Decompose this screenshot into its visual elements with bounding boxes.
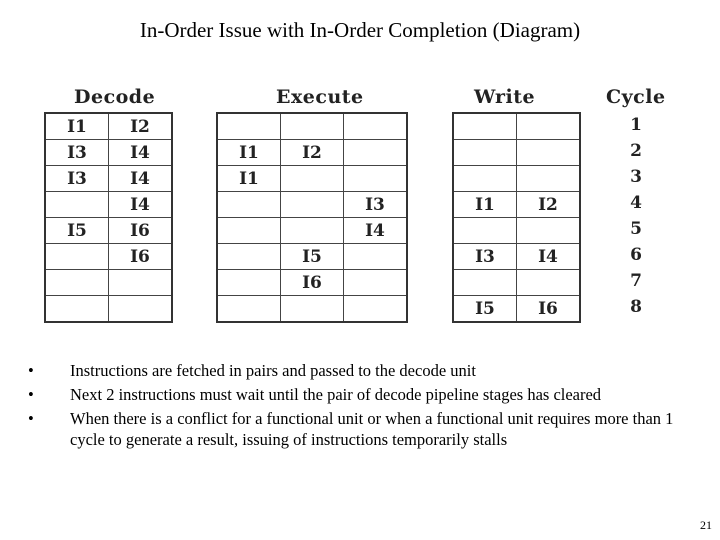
- execute-header: Execute: [276, 86, 364, 108]
- decode-cell: I4: [109, 192, 173, 218]
- execute-cell: I6: [281, 270, 344, 296]
- write-cell: [517, 270, 581, 296]
- decode-row: [45, 192, 172, 218]
- write-cell: [517, 218, 581, 244]
- execute-cell: [281, 113, 344, 140]
- decode-row: [45, 270, 172, 296]
- write-cell: [453, 166, 517, 192]
- write-cell: [453, 270, 517, 296]
- execute-cell: [344, 166, 408, 192]
- decode-row: [45, 140, 172, 166]
- write-row: [453, 140, 580, 166]
- write-cell: [453, 113, 517, 140]
- execute-cell: [217, 296, 281, 323]
- bullet-item: • When there is a conflict for a functional unit or when a functional unit requires more than 1 cycle to generate a result, issuing of instructions temporarily stalls: [28, 408, 678, 450]
- execute-cell: [344, 113, 408, 140]
- write-header: Write: [474, 86, 536, 108]
- decode-row: [45, 244, 172, 270]
- cycle-number: 5: [630, 219, 642, 239]
- execute-cell: I1: [217, 140, 281, 166]
- cycle-number: 1: [630, 115, 642, 135]
- decode-cell: [109, 270, 173, 296]
- cycle-number: 8: [630, 297, 642, 317]
- write-row: [453, 113, 580, 140]
- execute-cell: [281, 166, 344, 192]
- execute-cell: [281, 218, 344, 244]
- pipeline-diagram: [40, 84, 680, 330]
- decode-cell: [45, 244, 109, 270]
- execute-cell: [217, 192, 281, 218]
- execute-row: [217, 166, 407, 192]
- execute-row: [217, 296, 407, 323]
- decode-table: [44, 112, 173, 323]
- execute-row: [217, 192, 407, 218]
- execute-cell: [217, 113, 281, 140]
- write-row: [453, 244, 580, 270]
- write-cell: [517, 113, 581, 140]
- decode-header: Decode: [74, 86, 156, 108]
- cycle-number: 6: [630, 245, 642, 265]
- cycle-column: [626, 112, 646, 320]
- write-cell: I2: [517, 192, 581, 218]
- write-row: [453, 270, 580, 296]
- write-cell: I4: [517, 244, 581, 270]
- decode-cell: I5: [45, 218, 109, 244]
- decode-cell: I1: [45, 113, 109, 140]
- cycle-number: 4: [630, 193, 642, 213]
- execute-table: [216, 112, 408, 323]
- slide-title: In-Order Issue with In-Order Completion (Diagram): [139, 18, 581, 42]
- execute-row: [217, 113, 407, 140]
- write-cell: I5: [453, 296, 517, 323]
- execute-cell: [217, 244, 281, 270]
- decode-row: [45, 166, 172, 192]
- execute-cell: I3: [344, 192, 408, 218]
- execute-cell: I4: [344, 218, 408, 244]
- bullet-item: • Next 2 instructions must wait until the pair of decode pipeline stages has cleared: [28, 384, 678, 405]
- write-cell: [517, 166, 581, 192]
- write-cell: I3: [453, 244, 517, 270]
- execute-cell: [344, 140, 408, 166]
- write-row: [453, 296, 580, 323]
- execute-cell: I2: [281, 140, 344, 166]
- decode-cell: I4: [109, 166, 173, 192]
- decode-cell: [45, 270, 109, 296]
- decode-cell: I3: [45, 166, 109, 192]
- cycle-number: 3: [630, 167, 642, 187]
- cycle-number: 7: [630, 271, 642, 291]
- write-cell: I1: [453, 192, 517, 218]
- cycle-header: Cycle: [606, 86, 666, 108]
- decode-row: [45, 113, 172, 140]
- cycle-number: 2: [630, 141, 642, 161]
- execute-row: [217, 270, 407, 296]
- write-cell: I6: [517, 296, 581, 323]
- write-cell: [453, 218, 517, 244]
- decode-cell: [45, 296, 109, 323]
- decode-cell: I3: [45, 140, 109, 166]
- execute-cell: [281, 296, 344, 323]
- decode-row: [45, 296, 172, 323]
- write-cell: [453, 140, 517, 166]
- write-row: [453, 166, 580, 192]
- execute-row: [217, 218, 407, 244]
- decode-cell: [45, 192, 109, 218]
- execute-cell: [344, 270, 408, 296]
- decode-cell: I6: [109, 244, 173, 270]
- decode-cell: I6: [109, 218, 173, 244]
- execute-cell: [281, 192, 344, 218]
- decode-row: [45, 218, 172, 244]
- execute-cell: [217, 270, 281, 296]
- execute-cell: [344, 296, 408, 323]
- execute-row: [217, 244, 407, 270]
- write-row: [453, 192, 580, 218]
- execute-cell: I5: [281, 244, 344, 270]
- decode-cell: I4: [109, 140, 173, 166]
- bullet-list: [28, 360, 678, 453]
- page-number: 21: [700, 518, 712, 532]
- execute-cell: I1: [217, 166, 281, 192]
- execute-row: [217, 140, 407, 166]
- write-row: [453, 218, 580, 244]
- bullet-item: • Instructions are fetched in pairs and passed to the decode unit: [28, 360, 678, 381]
- write-cell: [517, 140, 581, 166]
- decode-cell: [109, 296, 173, 323]
- execute-cell: [217, 218, 281, 244]
- write-table: [452, 112, 581, 323]
- decode-cell: I2: [109, 113, 173, 140]
- execute-cell: [344, 244, 408, 270]
